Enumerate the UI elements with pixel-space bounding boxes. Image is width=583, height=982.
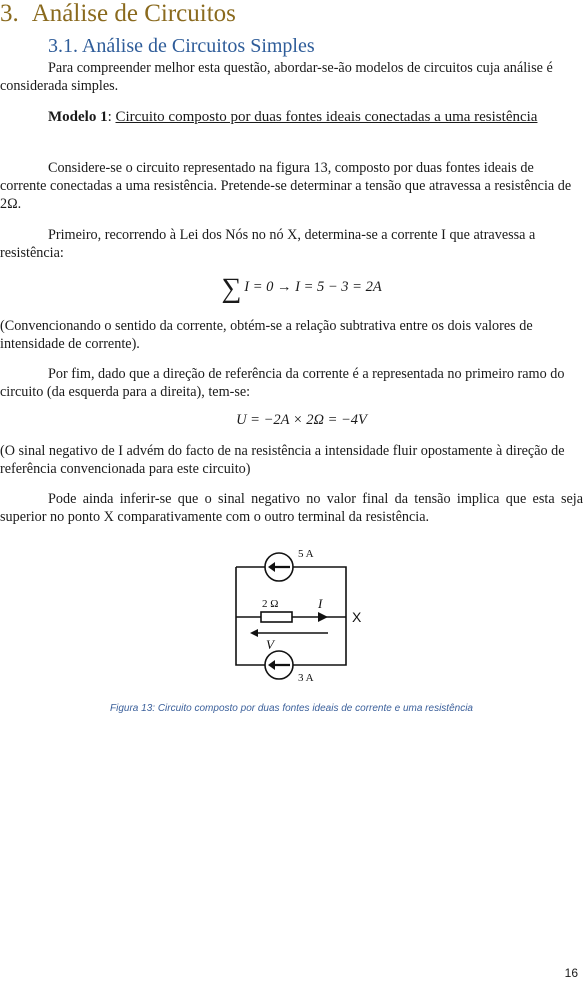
circuit-figure (228, 540, 368, 685)
top-source-arrow-icon (268, 562, 275, 572)
chapter-number: 3. (0, 0, 19, 27)
circuit-wires (236, 567, 346, 665)
node-label: X (352, 609, 362, 625)
resistor-label: 2 Ω (262, 598, 279, 610)
page-number: 16 (564, 966, 578, 980)
voltage-arrow-icon (250, 629, 258, 637)
model-label: Modelo 1 (48, 109, 108, 125)
intro-paragraph: Para compreender melhor esta questão, abordar-se-ão modelos de circuitos cuja análise é considerada simples. (0, 60, 553, 94)
first-paragraph: Primeiro, recorrendo à Lei dos Nós no nó X, determina-se a corrente I que atravessa a resistência: (0, 227, 536, 261)
circuit-diagram (228, 540, 368, 685)
chapter-heading (0, 0, 236, 28)
chapter-title: Análise de Circuitos (31, 0, 236, 27)
equation-ohm: U = −2A × 2Ω = −4V (236, 412, 367, 428)
finally-paragraph: Por fim, dado que a direção de referência da corrente é a representada no primeiro ramo do circuito (da esquerda para a direita), tem-se: (0, 366, 565, 400)
equation-kcl-text: I = 0 → I = 5 − 3 = 2A (244, 279, 382, 295)
equation-kcl (0, 273, 583, 304)
sum-symbol: ∑ (221, 273, 242, 304)
current-label: I (318, 596, 323, 611)
model-title: Circuito composto por duas fontes ideais conectadas a uma resistência (115, 109, 538, 125)
current-arrow-icon (318, 612, 328, 622)
section-heading: 3.1. Análise de Circuitos Simples (48, 35, 315, 57)
consider-paragraph: Considere-se o circuito representado na figura 13, composto por duas fontes ideais de corrente conectadas a uma resistência. Pretende-se determinar a tensão que atravessa a resistência de 2Ω. (0, 160, 572, 212)
figure-caption: Figura 13: Circuito composto por duas fontes ideais de corrente e uma resistência (110, 703, 473, 714)
model-heading: Modelo 1: Circuito composto por duas fontes ideais conectadas a uma resistência (48, 109, 538, 125)
resistor-symbol (261, 612, 292, 622)
infer-paragraph: Pode ainda inferir-se que o sinal negativo no valor final da tensão implica que esta seja superior no ponto X comparativamente com o outro terminal da resistência. (0, 491, 583, 525)
top-source-label: 5 A (298, 548, 314, 560)
bottom-source-label: 3 A (298, 672, 314, 684)
convention-paragraph: (Convencionando o sentido da corrente, obtém-se a relação subtrativa entre os dois valores de intensidade de corrente). (0, 318, 533, 352)
voltage-label: V (266, 637, 274, 652)
bottom-source-arrow-icon (268, 660, 275, 670)
sign-paragraph: (O sinal negativo de I advém do facto de na resistência a intensidade fluir opostamente à direção de referência convencionada para este circuito) (0, 443, 565, 477)
